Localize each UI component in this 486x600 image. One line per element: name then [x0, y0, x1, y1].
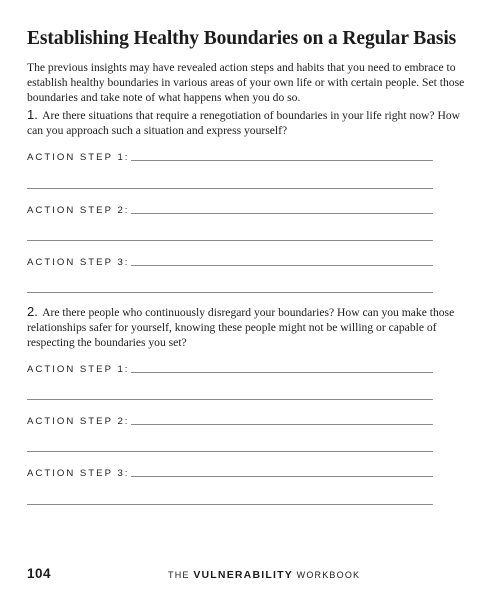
page-number: 104 — [27, 566, 52, 581]
question-number: 1. — [27, 107, 38, 122]
writing-line[interactable] — [27, 292, 433, 293]
action-step-label: ACTION STEP 3: — [27, 257, 130, 268]
question-1 — [27, 107, 467, 138]
question-text: Are there situations that require a renegotiation of boundaries in your life right now? How can you approach such a situation and express yourself? — [27, 109, 461, 138]
page-title: Establishing Healthy Boundaries on a Regular Basis — [27, 28, 457, 49]
action-step-field[interactable] — [27, 254, 433, 268]
writing-line[interactable] — [27, 240, 433, 241]
writing-line — [131, 372, 433, 373]
writing-line[interactable] — [27, 188, 433, 189]
action-step-label: ACTION STEP 2: — [27, 416, 130, 427]
writing-line — [131, 265, 433, 266]
intro-paragraph: The previous insights may have revealed action steps and habits that you need to embrace to establish healthy boundaries in various areas of your own life or with certain people. Set those boundaries and take note of what happens when you do so. — [27, 61, 465, 105]
action-step-label: ACTION STEP 3: — [27, 468, 130, 479]
action-step-label: ACTION STEP 1: — [27, 152, 130, 163]
book-title — [168, 569, 360, 581]
writing-line — [131, 476, 433, 477]
action-step-field[interactable] — [27, 413, 433, 427]
action-step-field[interactable] — [27, 149, 433, 163]
writing-line — [131, 160, 433, 161]
question-number: 2. — [27, 304, 38, 319]
writing-line — [131, 213, 433, 214]
action-step-label: ACTION STEP 2: — [27, 205, 130, 216]
writing-line[interactable] — [27, 504, 433, 505]
book-title-prefix: THE — [168, 570, 190, 580]
action-step-label: ACTION STEP 1: — [27, 364, 130, 375]
question-text: Are there people who continuously disregard your boundaries? How can you make those relationships safer for yourself, knowing these people might not be willing or capable of respecting the boundaries you set? — [27, 306, 455, 350]
action-step-field[interactable] — [27, 202, 433, 216]
book-title-main: VULNERABILITY — [193, 569, 293, 581]
writing-line — [131, 424, 433, 425]
writing-line[interactable] — [27, 451, 433, 452]
question-2 — [27, 304, 467, 351]
action-step-field[interactable] — [27, 465, 433, 479]
book-title-suffix: WORKBOOK — [296, 570, 361, 580]
action-step-field[interactable] — [27, 361, 433, 375]
writing-line[interactable] — [27, 399, 433, 400]
